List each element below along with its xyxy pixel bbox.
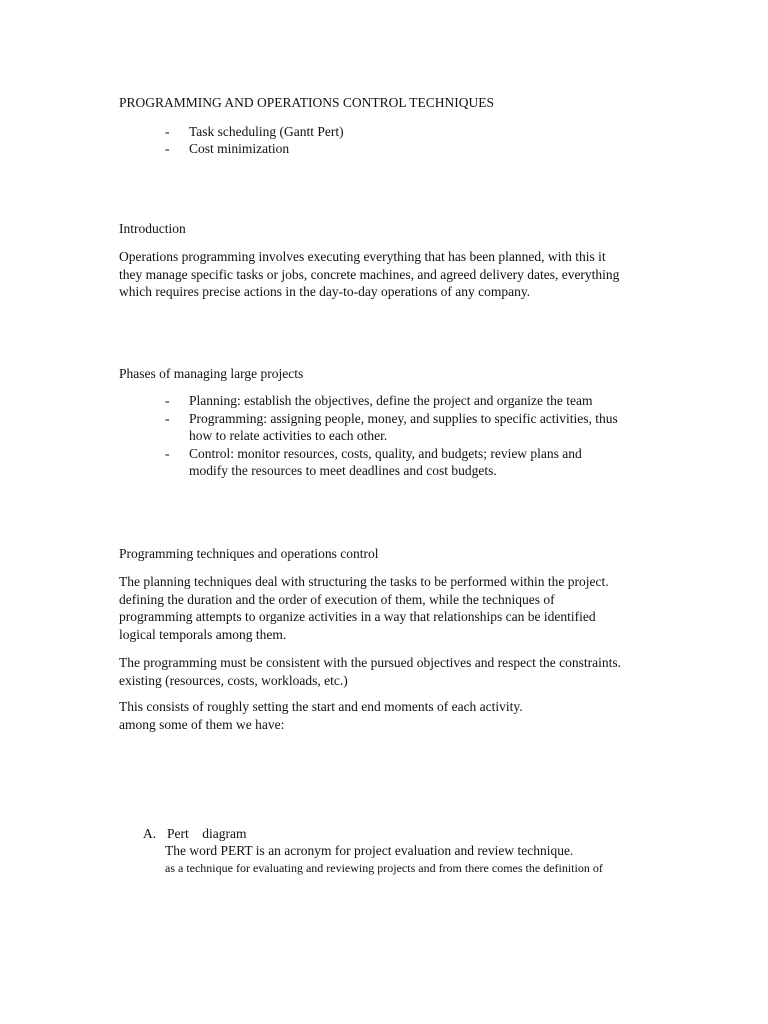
- text-line: which requires precise actions in the day-to-day operations of any company.: [119, 284, 531, 300]
- pert-heading: Pert diagram: [167, 826, 247, 841]
- phase-item-control-cont: modify the resources to meet deadlines and cost budgets.: [189, 463, 497, 478]
- document-title: PROGRAMMING AND OPERATIONS CONTROL TECHNIQUES: [119, 95, 495, 110]
- pert-line-2: as a technique for evaluating and reviewing projects and from there comes the definition of: [165, 861, 603, 875]
- text-line: programming attempts to organize activities in a way that relationships can be identified: [119, 609, 596, 625]
- phase-item-control: Control: monitor resources, costs, quality, and budgets; review plans and: [189, 446, 582, 461]
- techniques-paragraph-3: [119, 698, 659, 733]
- section-heading-introduction: Introduction: [119, 221, 186, 236]
- techniques-paragraph-1: [119, 573, 659, 643]
- text-line: existing (resources, costs, workloads, etc.): [119, 672, 348, 688]
- title-bullet-item: Cost minimization: [189, 141, 290, 156]
- phase-bullet-dash: -: [165, 411, 170, 426]
- section-heading-techniques: Programming techniques and operations control: [119, 546, 379, 561]
- phase-item-programming: Programming: assigning people, money, and supplies to specific activities, thus: [189, 411, 618, 426]
- phase-bullet-dash: -: [165, 446, 170, 461]
- text-line: Operations programming involves executing everything that has been planned, with this it: [119, 249, 606, 264]
- pert-line-1: The word PERT is an acronym for project evaluation and review technique.: [165, 843, 574, 858]
- phase-item-programming-cont: how to relate activities to each other.: [189, 428, 388, 443]
- text-line: logical temporals among them.: [119, 626, 287, 642]
- section-heading-phases: Phases of managing large projects: [119, 366, 304, 381]
- techniques-paragraph-2: [119, 654, 659, 689]
- pert-list-marker: A.: [143, 826, 157, 841]
- title-bullet-dash: -: [165, 141, 170, 156]
- title-bullet-item: Task scheduling (Gantt Pert): [189, 124, 344, 139]
- text-line: The programming must be consistent with the pursued objectives and respect the constraints.: [119, 655, 622, 670]
- phase-item-planning: Planning: establish the objectives, define the project and organize the team: [189, 393, 593, 408]
- text-line: This consists of roughly setting the start and end moments of each activity.: [119, 699, 523, 714]
- title-bullet-dash: -: [165, 124, 170, 139]
- text-line: The planning techniques deal with structuring the tasks to be performed within the project.: [119, 574, 609, 589]
- phase-bullet-dash: -: [165, 393, 170, 408]
- introduction-paragraph: [119, 248, 659, 301]
- text-line: among some of them we have:: [119, 716, 285, 732]
- text-line: they manage specific tasks or jobs, concrete machines, and agreed delivery dates, everything: [119, 266, 620, 282]
- text-line: defining the duration and the order of execution of them, while the techniques of: [119, 591, 555, 607]
